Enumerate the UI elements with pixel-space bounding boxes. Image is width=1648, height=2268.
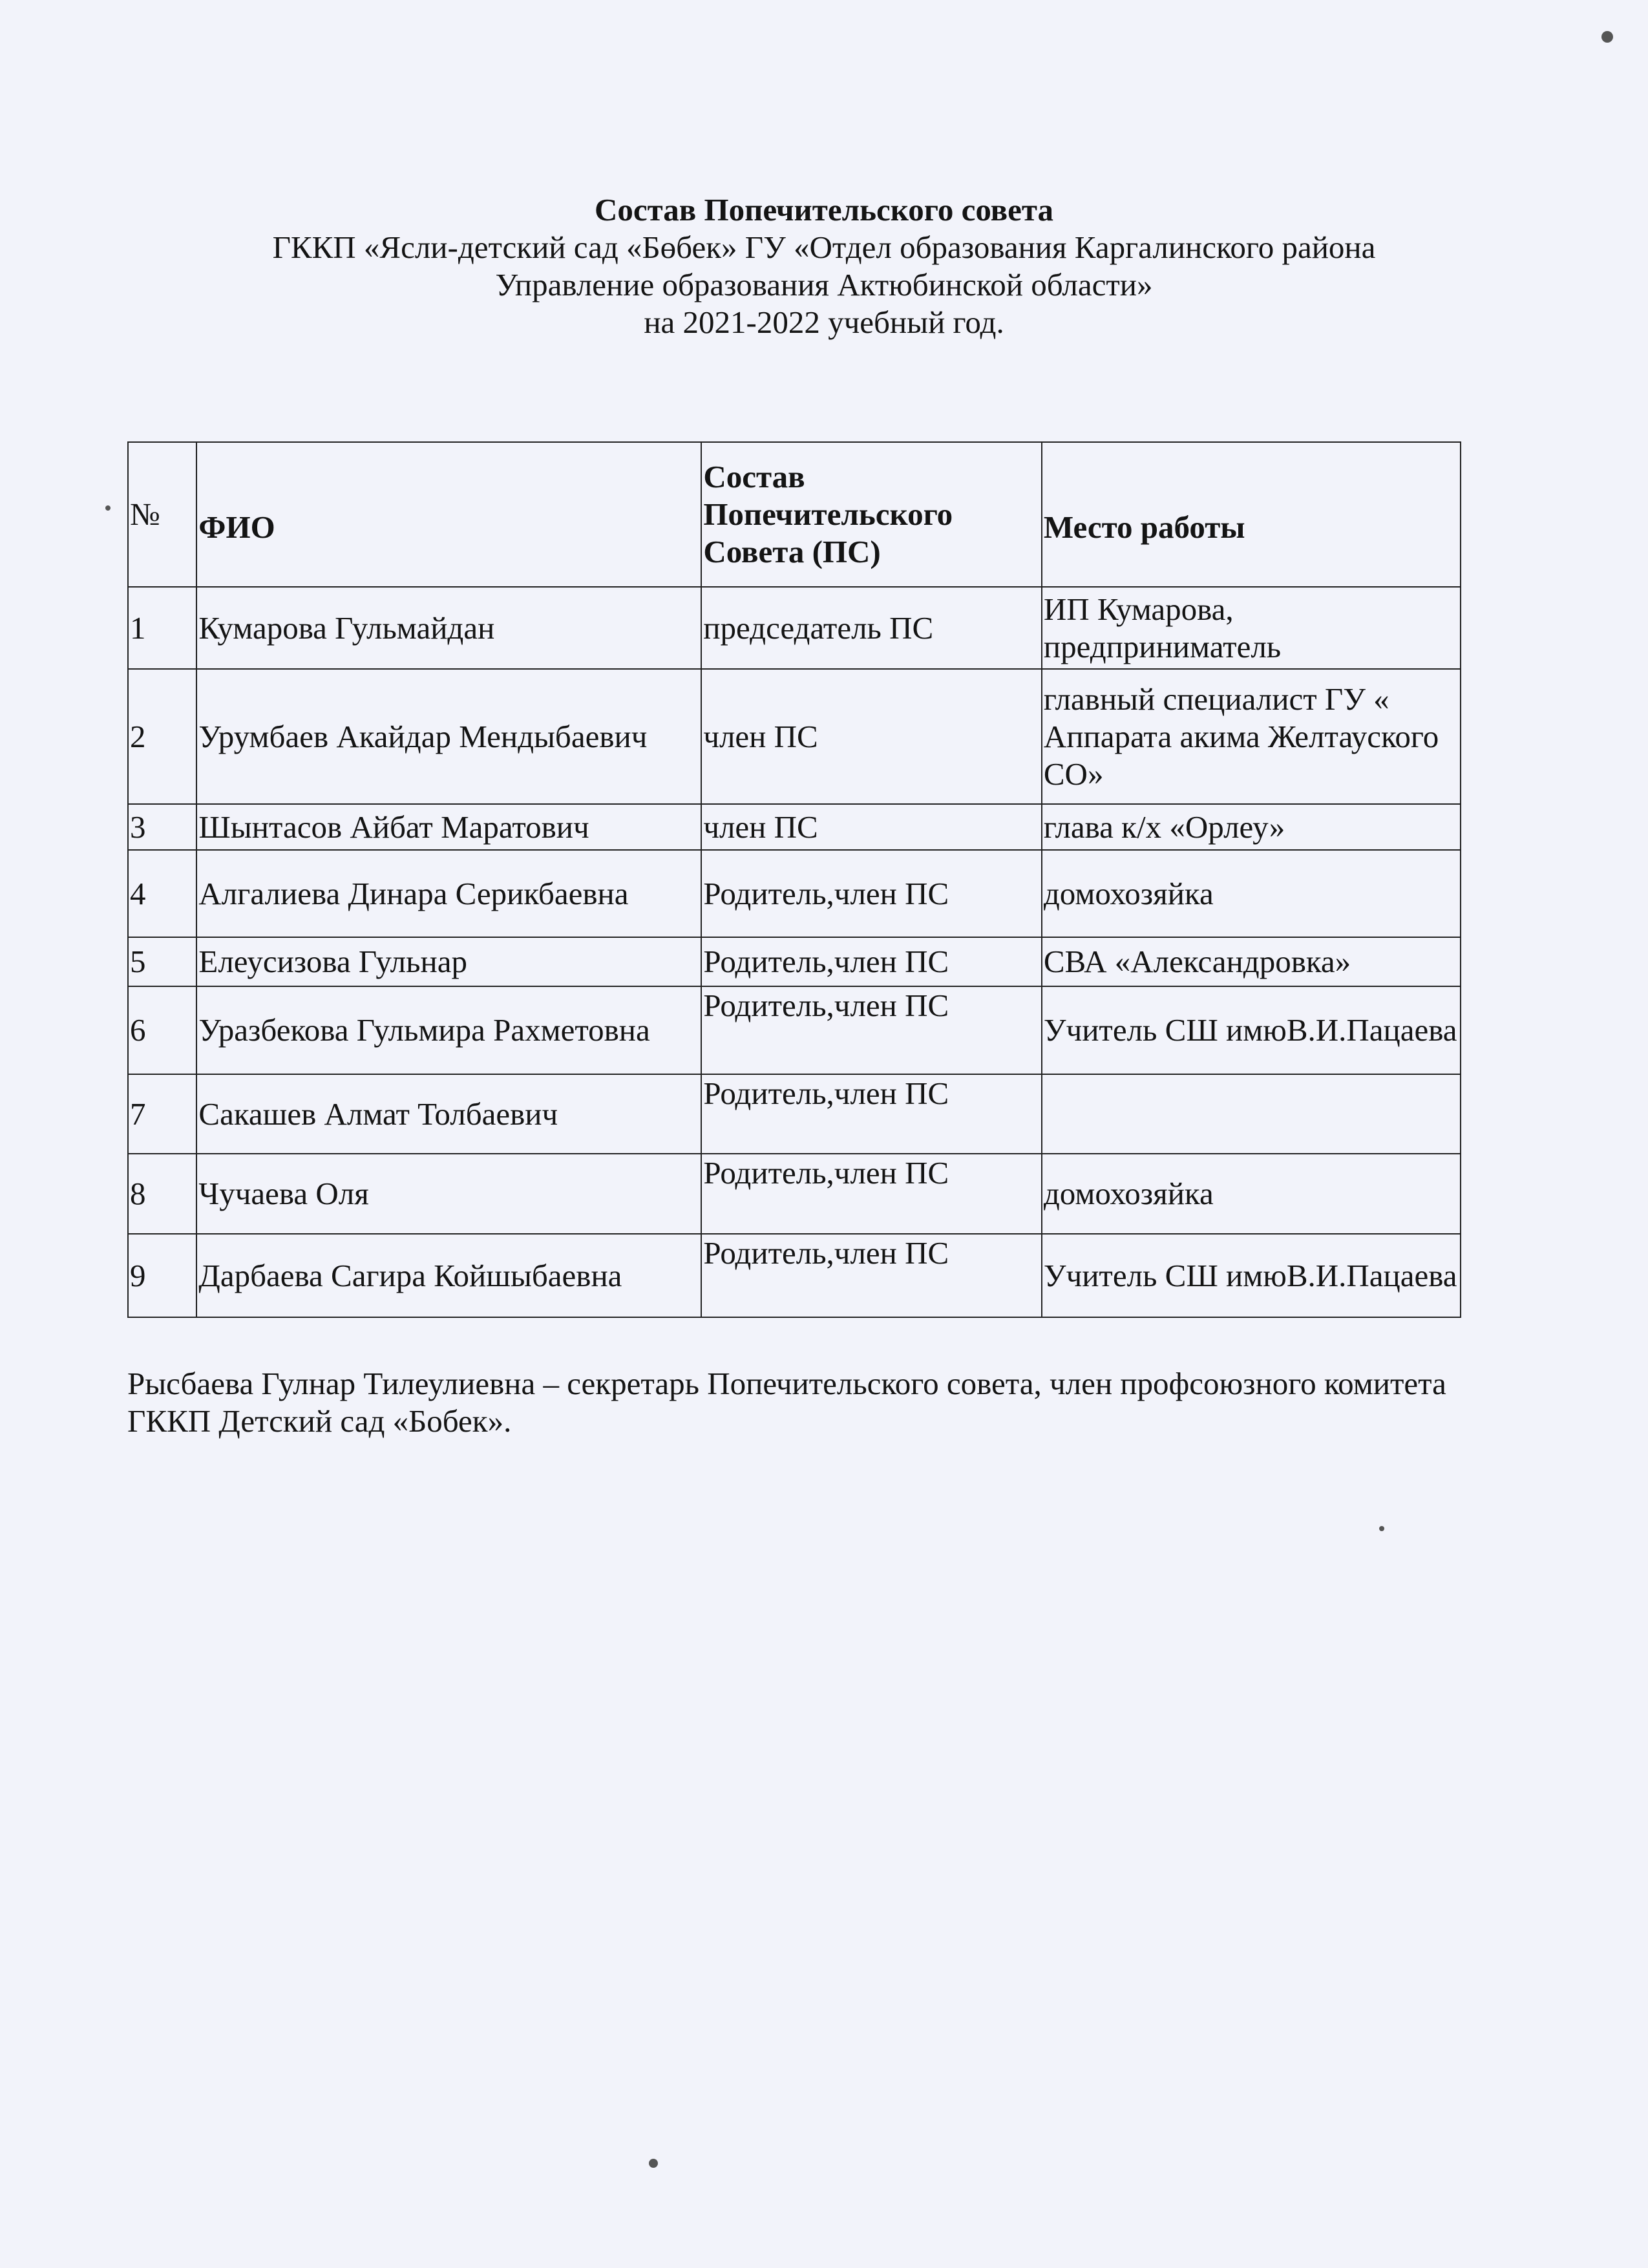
member-role: Родитель,член ПС — [701, 986, 1042, 1074]
member-name: Елеусизова Гульнар — [196, 937, 701, 986]
row-number: 6 — [128, 986, 196, 1074]
scan-speck — [105, 505, 111, 511]
member-name: Чучаева Оля — [196, 1154, 701, 1234]
member-workplace: глава к/х «Орлеу» — [1042, 804, 1461, 850]
member-name: Шынтасов Айбат Маратович — [196, 804, 701, 850]
row-number: 3 — [128, 804, 196, 850]
member-role: Родитель,член ПС — [701, 937, 1042, 986]
member-name: Сакашев Алмат Толбаевич — [196, 1074, 701, 1154]
row-number: 1 — [128, 587, 196, 669]
table-row — [128, 850, 1461, 937]
table-row — [128, 587, 1461, 669]
member-role: член ПС — [701, 804, 1042, 850]
row-number: 5 — [128, 937, 196, 986]
member-workplace: Учитель СШ имюВ.И.Пацаева — [1042, 1234, 1461, 1317]
title-line-2: ГККП «Ясли-детский сад «Бөбек» ГУ «Отдел образования Каргалинского района — [272, 229, 1376, 265]
document-title — [0, 191, 1648, 341]
table-row — [128, 669, 1461, 804]
member-role: Родитель,член ПС — [701, 1234, 1042, 1317]
table-row — [128, 1154, 1461, 1234]
scan-speck — [649, 2159, 658, 2168]
member-name: Кумарова Гульмайдан — [196, 587, 701, 669]
member-workplace: главный специалист ГУ « Аппарата акима Желтауского СО» — [1042, 669, 1461, 804]
member-role: Родитель,член ПС — [701, 850, 1042, 937]
header-fio: ФИО — [196, 442, 701, 587]
table-header-row — [128, 442, 1461, 587]
scan-speck — [1601, 31, 1613, 43]
header-role: Состав Попечительского Совета (ПС) — [701, 442, 1042, 587]
title-line-3: Управление образования Актюбинской области» — [495, 267, 1153, 302]
member-workplace: СВА «Александровка» — [1042, 937, 1461, 986]
table-row — [128, 804, 1461, 850]
row-number: 8 — [128, 1154, 196, 1234]
header-number: № — [128, 442, 196, 587]
table-row — [128, 986, 1461, 1074]
members-table — [127, 441, 1461, 1318]
member-role: Родитель,член ПС — [701, 1154, 1042, 1234]
member-workplace: Учитель СШ имюВ.И.Пацаева — [1042, 986, 1461, 1074]
row-number: 9 — [128, 1234, 196, 1317]
member-role: председатель ПС — [701, 587, 1042, 669]
member-name: Уразбекова Гульмира Рахметовна — [196, 986, 701, 1074]
member-name: Алгалиева Динара Серикбаевна — [196, 850, 701, 937]
title-line-1: Состав Попечительского совета — [595, 192, 1053, 228]
table-row — [128, 1234, 1461, 1317]
table-row — [128, 937, 1461, 986]
member-role: Родитель,член ПС — [701, 1074, 1042, 1154]
row-number: 4 — [128, 850, 196, 937]
member-workplace: домохозяйка — [1042, 850, 1461, 937]
secretary-note: Рысбаева Гулнар Тилеулиевна – секретарь Попечительского совета, член профсоюзного комитета ГККП Детский сад «Бобек». — [127, 1366, 1446, 1439]
member-name: Урумбаев Акайдар Мендыбаевич — [196, 669, 701, 804]
title-line-4: на 2021-2022 учебный год. — [644, 304, 1004, 340]
header-workplace: Место работы — [1042, 442, 1461, 587]
member-role: член ПС — [701, 669, 1042, 804]
row-number: 7 — [128, 1074, 196, 1154]
member-workplace: домохозяйка — [1042, 1154, 1461, 1234]
scan-speck — [1379, 1526, 1384, 1531]
row-number: 2 — [128, 669, 196, 804]
member-workplace — [1042, 1074, 1461, 1154]
table-row — [128, 1074, 1461, 1154]
member-workplace: ИП Кумарова, предприниматель — [1042, 587, 1461, 669]
member-name: Дарбаева Сагира Койшыбаевна — [196, 1234, 701, 1317]
